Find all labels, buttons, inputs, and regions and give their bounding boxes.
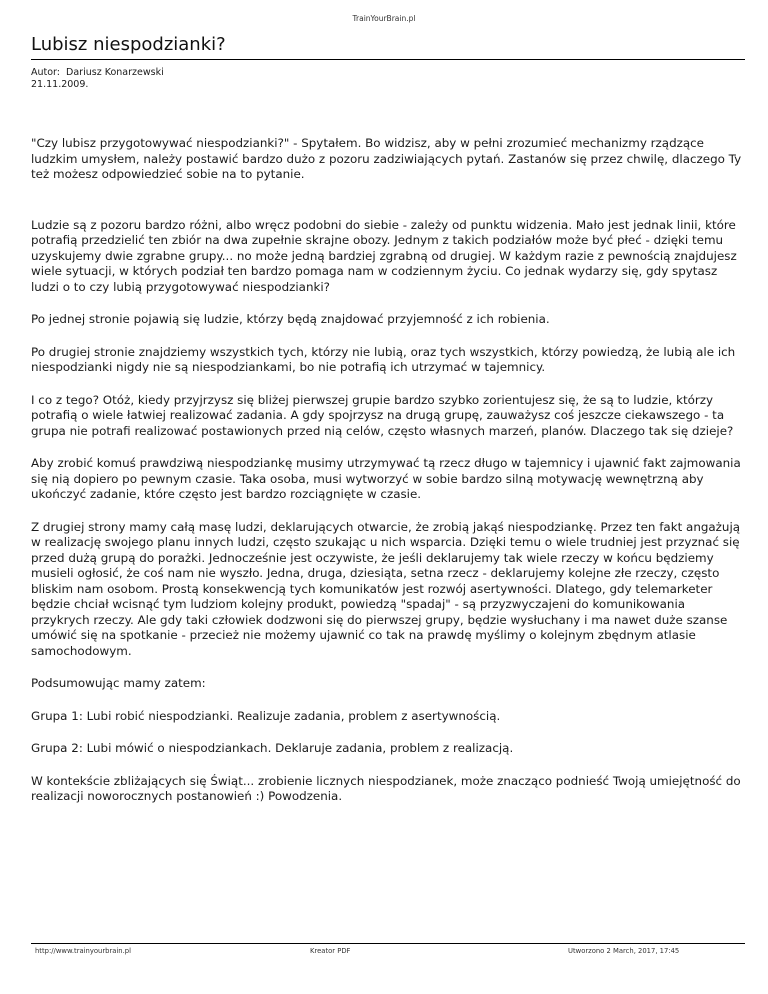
author-name: Dariusz Konarzewski [66,67,164,78]
paragraph: Grupa 1: Lubi robić niespodzianki. Realizuje zadania, problem z asertywnością. [31,708,501,723]
site-header: TrainYourBrain.pl [352,14,416,23]
paragraph: Ludzie są z pozoru bardzo różni, albo wręcz podobni do siebie - zależy od punktu widzenia. Mało jest jednak linii, które potrafią przedzielić ten zbiór na dwa zupełnie skrajne obozy. Jednym z takich podziałów może być płeć - dzięki temu uzyskujemy dwie zgrabne grupy... no może jedną bardziej zgrabną od drugiej. W każdym razie z pewnością znajdujesz wiele sytuacji, w których podział ten bardzo pomaga nam w codziennym życiu. Co jednak wydarzy się, gdy spytasz ludzi o to czy lubią przygotowywać niespodzianki? [31,217,737,294]
paragraph: I co z tego? Otóż, kiedy przyjrzysz się bliżej pierwszej grupie bardzo szybko zorientujesz się, że są to ludzie, którzy potrafią o wiele łatwiej realizować zadania. A gdy spojrzysz na drugą grupę, zauważysz coś jeszcze ciekawszego - ta grupa nie potrafi realizować postawionych przed nią celów, często własnych marzeń, planów. Dlaczego tak się dzieje? [31,392,734,438]
article-date: 21.11.2009. [31,79,89,90]
paragraph: Po drugiej stronie znajdziemy wszystkich tych, którzy nie lubią, oraz tych wszystkich, którzy powiedzą, że lubią ale ich niespodzianki nigdy nie są niespodziankami, bo nie potrafią ich utrzymać w tajemnicy. [31,344,736,374]
paragraph: W kontekście zbliżających się Świąt... zrobienie licznych niespodzianek, może znacząco podnieść Twoją umiejętność do realizacji noworocznych postanowień :) Powodzenia. [31,773,741,803]
article-body [31,136,743,822]
paragraph: "Czy lubisz przygotowywać niespodzianki?" - Spytałem. Bo widzisz, aby w pełni zrozumieć mechanizmy rządzące ludzkim umysłem, należy postawić bardzo dużo z pozoru zadziwiających pytań. Zastanów się przez chwilę, dlaczego Ty też możesz odpowiedzieć sobie na to pytanie. [31,136,742,181]
footer-generator: Kreator PDF [310,947,351,955]
paragraph: Aby zrobić komuś prawdziwą niespodziankę musimy utrzymywać tą rzecz długo w tajemnicy i ujawnić fakt zajmowania się nią dopiero po pewnym czasie. Taka osoba, musi wytworzyć w sobie bardzo silną motywację wewnętrzną aby ukończyć zadanie, które często jest bardzo rozciągnięte w czasie. [31,456,741,501]
paragraph: Po jednej stronie pojawią się ludzie, którzy będą znajdować przyjemność z ich robienia. [31,312,550,326]
paragraph: Z drugiej strony mamy całą masę ludzi, deklarujących otwarcie, że zrobią jakąś niespodziankę. Przez ten fakt angażują w realizację swojego planu innych ludzi, często szukając u nich wsparcia. Dzięki temu o wiele trudniej jest przyznać się przed dużą grupą do porażki. Jednocześnie jest oczywiste, że jeśli deklarujemy tak wiele rzeczy w końcu będziemy musieli ogłosić, że coś nam nie wyszło. Jedna, druga, dziesiąta, setna rzecz - deklarujemy kolejne złe rzeczy, często bliskim nam osobom. Prostą konsekwencją tych komunikatów jest rozwój asertywności. Dlatego, gdy telemarketer będzie chciał wcisnąć tym ludziom kolejny produkt, powiedzą "spadaj" - są przyzwyczajeni do komunikowania przykrych rzeczy. Ale gdy taki człowiek dodzwoni się do pierwszej grupy, będzie wysłuchany i ma nawet duże szanse umówić się na spotkanie - przecież nie możemy ujawnić co tak na prawdę myślimy o kolejnym zbędnym atlasie samochodowym. [31,519,741,658]
footer-url-link[interactable]: http://www.trainyourbrain.pl [35,947,131,955]
article-meta [31,67,164,91]
author-label: Autor: [31,67,60,78]
paragraph: Podsumowując mamy zatem: [31,676,206,690]
footer-created-date: Utworzono 2 March, 2017, 17:45 [568,947,680,955]
footer-divider [31,943,745,944]
author-line [31,67,164,79]
title-divider [31,59,745,60]
article-title: Lubisz niespodzianki? [31,34,226,55]
paragraph: Grupa 2: Lubi mówić o niespodziankach. Deklaruje zadania, problem z realizacją. [31,741,514,755]
